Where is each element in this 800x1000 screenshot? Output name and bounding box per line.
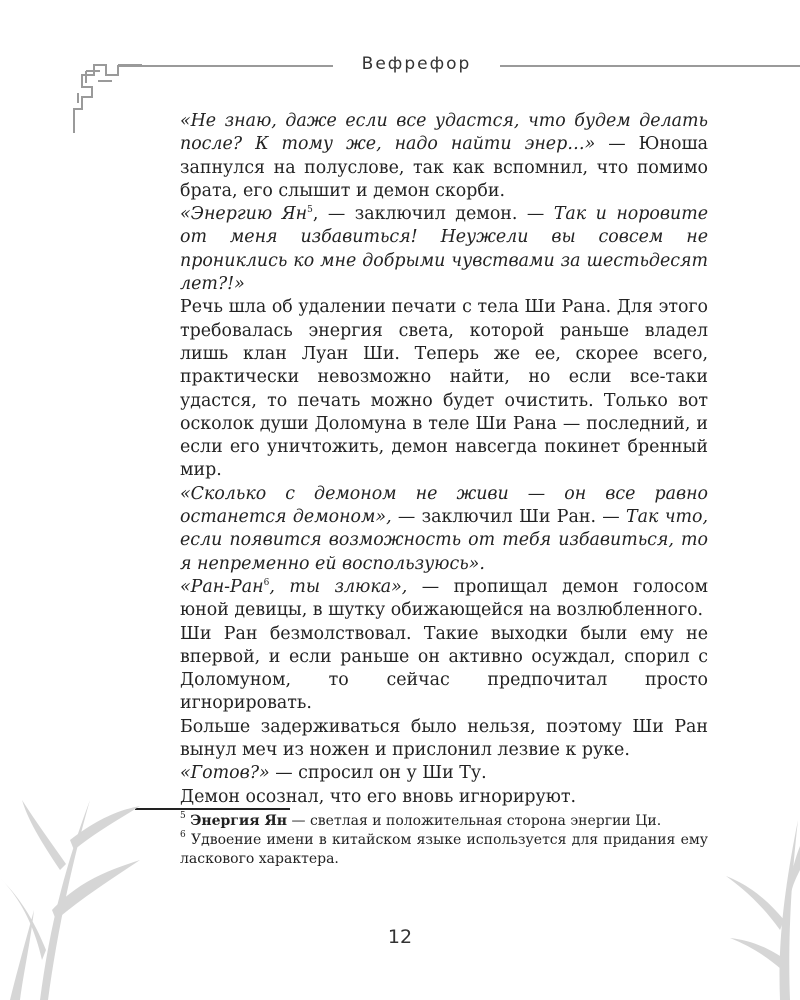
paragraph-7: Больше задерживаться было нельзя, поэтому Ши Ран вынул меч из ножен и прислонил лезвие к руке. [180, 716, 708, 761]
footnotes [180, 812, 708, 869]
dialogue-italic: «Ран-Ран [180, 576, 264, 597]
dialogue-italic: Так и норовите от меня избавиться! Неужели вы совсем не прониклись ко мне добрыми чувствами за шестьдесят лет?!» [180, 204, 708, 295]
narration: — Юноша запнулся на полуслове, так как вспомнил, что помимо брата, его слышит и демон скорби. [180, 134, 708, 201]
bamboo-leaves-icon [720, 800, 800, 1000]
paragraph-1 [180, 110, 708, 203]
dialogue-italic: «Не знаю, даже если все удастся, что будем делать после? К тому же, надо найти энер…» [180, 111, 708, 155]
paragraph-8 [180, 762, 708, 785]
dialogue-italic: «Сколько с демоном не живи — он все равно останется демоном», [180, 483, 708, 528]
dialogue-italic: «Готов?» [180, 763, 270, 784]
corner-ornament-icon [72, 63, 142, 133]
paragraph-5 [180, 576, 708, 623]
header-rule-left [118, 65, 333, 67]
footnote-5 [180, 812, 708, 831]
paragraph-3: Речь шла об удалении печати с тела Ши Рана. Для этого требовалась энергия света, которой раньше владел лишь клан Луан Ши. Теперь же ее, скорее всего, практически невозможно найти, но если все-таки удастся, то печать можно будет очистить. Только вот осколок души Доломуна в теле Ши Рана — последний, и если его уничтожить, демон навсегда покинет бренный мир. [180, 297, 708, 481]
body-text [180, 110, 708, 809]
page-number: 12 [387, 926, 413, 948]
paragraph-2 [180, 203, 708, 296]
footnote-number: 6 [180, 830, 186, 840]
header-rule-right [500, 65, 800, 67]
narration: , — заключил демон. — [312, 204, 554, 225]
footnote-number: 5 [180, 811, 186, 821]
running-head: Вефрефор [361, 54, 472, 74]
narration: — спросил он у Ши Ту. [269, 763, 487, 784]
dialogue-italic: , ты злюка», [269, 576, 408, 597]
footnote-text: — светлая и положительная сторона энергии Ци. [287, 813, 662, 829]
bamboo-leaves-icon [0, 760, 150, 1000]
dialogue-italic: «Энергию Ян [180, 204, 308, 225]
paragraph-6: Ши Ран безмолствовал. Такие выходки были ему не впервой, и если раньше он активно осуждал, спорил с Доломуном, то сейчас предпочитал просто игнорировать. [180, 623, 708, 714]
narration: — заключил Ши Ран. — [391, 507, 627, 528]
narration: — пропищал демон голосом юной девицы, в шутку обижающейся на возлюбленного. [180, 576, 708, 621]
footnote-ref: 5 [307, 205, 313, 216]
paragraph-9: Демон осознал, что его вновь игнорируют. [180, 786, 577, 807]
footnote-6 [180, 831, 708, 869]
footnote-ref: 6 [263, 577, 270, 588]
dialogue-italic: Так что, если появится возможность от тебя избавиться, то я непременно ей воспользуюсь». [180, 507, 708, 574]
paragraph-4 [180, 483, 708, 576]
footnote-text: Удвоение имени в китайском языке используется для придания ему ласкового характера. [180, 832, 708, 867]
footnote-rule [135, 808, 290, 810]
footnote-term: Энергия Ян [190, 813, 288, 829]
